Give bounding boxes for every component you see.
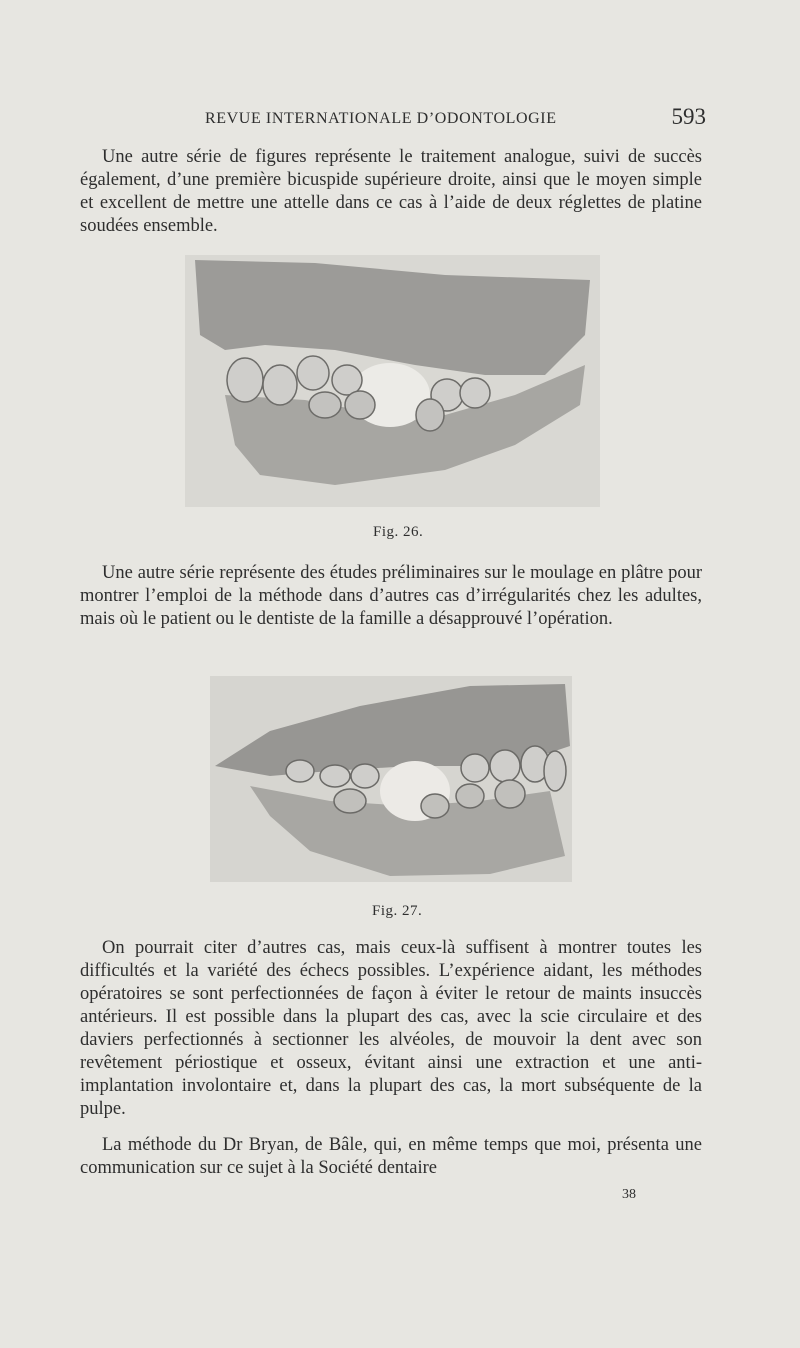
running-title: REVUE INTERNATIONALE D’ODONTOLOGIE (205, 110, 557, 127)
paragraph-3: On pourrait citer d’autres cas, mais ceux-là suffisent à montrer toutes les difficultés et la variété des échecs possibles. L’expérience aidant, les méthodes opératoires se sont perfectionnées de façon à éviter le retour de maints insuccès antérieurs. Il est possible dans la plupart des cas, avec la scie circulaire et des daviers perfectionnés à sectionner les alvéoles, de mouvoir la dent avec son revêtement périostique et osseux, évitant ainsi une extraction et une anti-implantation involontaire et, dans la plupart des cas, la mort subséquente de la pulpe. (80, 938, 702, 1119)
signature-mark: 38 (622, 1187, 636, 1202)
paragraph-4: La méthode du Dr Bryan, de Bâle, qui, en même temps que moi, présenta une communication sur ce sujet à la Société dentaire (80, 1135, 702, 1178)
figure-27-caption: Fig. 27. (372, 903, 423, 919)
figure-26-dental-cast-photo (185, 255, 600, 507)
figure-26-caption: Fig. 26. (373, 524, 424, 540)
paragraph-2: Une autre série représente des études préliminaires sur le moulage en plâtre pour montrer l’emploi de la méthode dans d’autres cas d’irrégularités chez les adultes, mais où le patient ou le dentiste de la famille a désapprouvé l’opération. (80, 563, 702, 629)
page-number: 593 (671, 104, 706, 129)
running-header (80, 104, 706, 134)
figure-27-dental-cast-photo (210, 676, 572, 882)
paragraph-1: Une autre série de figures représente le traitement analogue, suivi de succès également, d’une première bicuspide supérieure droite, ainsi que le moyen simple et excellent de mettre une attelle dans ce cas à l’aide de deux réglettes de platine soudées ensemble. (80, 147, 702, 236)
